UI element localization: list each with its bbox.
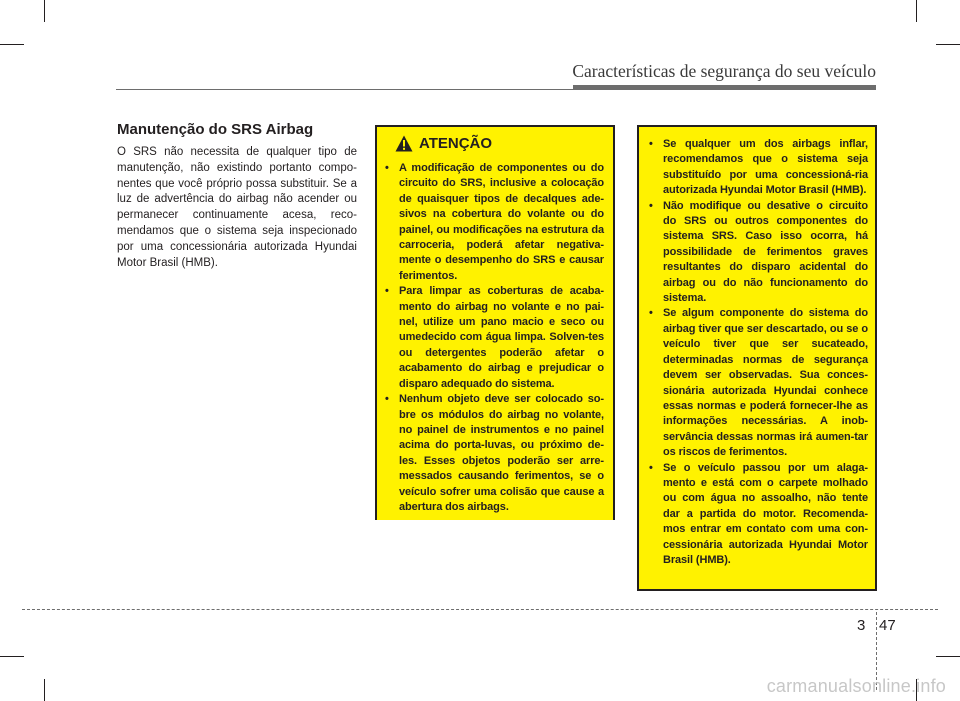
list-item: • Se o veículo passou por um alaga-mento e está com o carpete molhado ou com água no assoalho, não tente dar a partida do motor. Recomenda-mos entrar em contato com uma con-cessionária autorizada Hyundai Motor Brasil (HMB).	[649, 461, 868, 569]
watermark: carmanualsonline.info	[766, 676, 946, 696]
section-title: Manutenção do SRS Airbag	[117, 121, 314, 138]
list-item: • Para limpar as coberturas de acaba-mento do airbag no volante e no pai-nel, utilize um pano macio e seco ou umedecido com água limpa. Solven-tes ou detergentes poderão afetar o acabamento do airbag e prejudicar o disparo adequado do sistema.	[385, 284, 604, 392]
crop-mark	[916, 0, 917, 22]
footer-rule	[22, 609, 938, 610]
list-item: • Não modifique ou desative o circuito do SRS ou outros componentes do sistema SRS. Caso isso ocorra, há possibilidade de ferimentos graves resultantes do disparo acidental do airbag ou do não funcionamento do sistema.	[649, 199, 868, 307]
section-body: O SRS não necessita de qualquer tipo de manutenção, não existindo portanto compo-nentes que você próprio possa substituir. Se a luz de advertência do airbag não acender ou permanecer continuamente acesa, reco-mendamos que o sistema seja inspecionado por uma concessionária autorizada Hyundai Motor Brasil (HMB).	[117, 146, 357, 269]
warning-box-border	[375, 125, 615, 127]
section-number: 3	[857, 617, 866, 634]
header-rule-accent	[573, 85, 876, 90]
chapter-title: Características de segurança do seu veículo	[572, 61, 876, 81]
list-item: • Nenhum objeto deve ser colocado so-bre os módulos do airbag no volante, no painel de instrumentos e no painel acima do porta-luvas, ou próximo de-les. Esses objetos poderão ser arre-messados causando ferimentos, se o veículo sofrer uma colisão que cause a abertura dos airbags.	[385, 392, 604, 515]
crop-mark	[936, 656, 960, 657]
warning-box-right	[637, 125, 877, 591]
list-item: • A modificação de componentes ou do circuito do SRS, inclusive a colocação de quaisquer tipos de decalques ade-sivos na cobertura do volante ou do painel, ou modificações na estrutura da carroceria, poderá afetar negativa-mente o desempenho do SRS e causar ferimentos.	[385, 161, 604, 284]
warning-list-right	[649, 137, 868, 568]
warning-list-left	[385, 161, 604, 515]
crop-mark	[0, 656, 24, 657]
warning-box-left	[375, 125, 615, 520]
crop-mark	[44, 679, 45, 701]
warning-box-border	[375, 125, 377, 520]
list-item: • Se algum componente do sistema do airbag tiver que ser descartado, ou se o veículo tiver que ser sucateado, determinadas normas de segurança devem ser observadas. Sua conces-sionária autorizada Hyundai conhece essas normas e poderá fornecer-lhe as informações necessárias. A inob-servância dessas normas irá aumen-tar os riscos de ferimentos.	[649, 306, 868, 460]
page-number: 47	[879, 617, 896, 634]
warning-label: ATENÇÃO	[419, 135, 493, 152]
warning-header	[395, 135, 492, 152]
list-item: • Se qualquer um dos airbags inflar, recomendamos que o sistema seja substituído por uma concessioná-ria autorizada Hyundai Motor Brasil (HMB).	[649, 137, 868, 199]
crop-mark	[936, 44, 960, 45]
crop-mark	[0, 44, 24, 45]
crop-mark	[44, 0, 45, 22]
warning-triangle-icon	[395, 135, 413, 152]
